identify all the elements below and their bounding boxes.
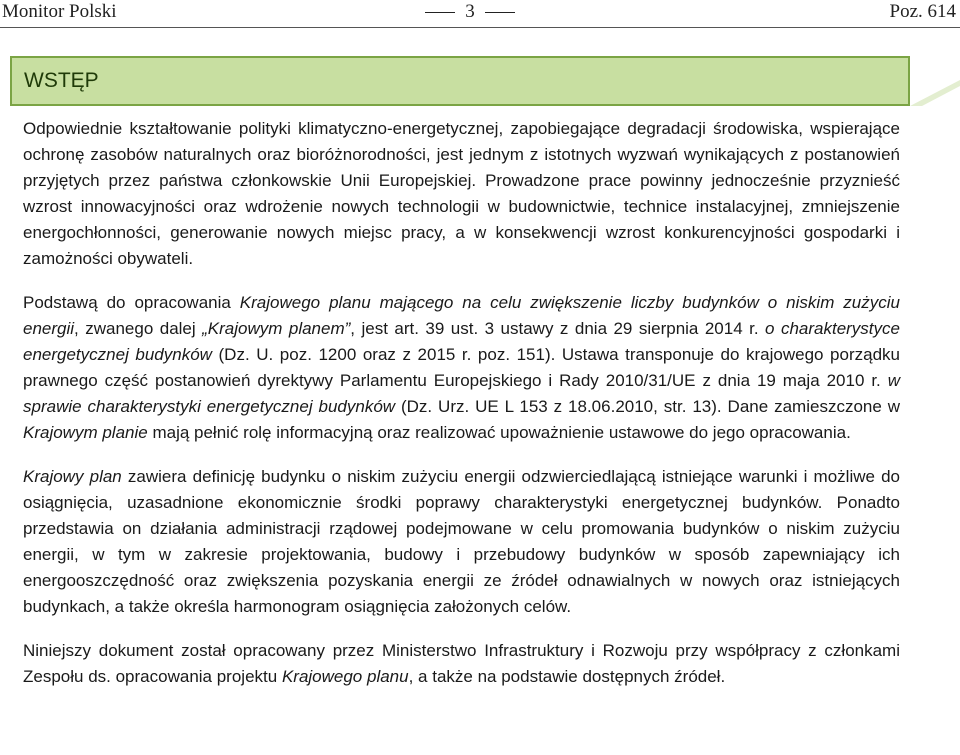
text-segment: mają pełnić rolę informacyjną oraz realizować upoważnienie ustawowe do jego opracowania.: [147, 423, 851, 442]
page-number-value: 3: [465, 1, 475, 22]
paragraph-legal-basis: [23, 290, 900, 446]
italic-segment: Krajowy plan: [23, 467, 122, 486]
paragraph-intro: [23, 116, 900, 272]
text-segment: Niniejszy dokument został opracowany przez Ministerstwo Infrastruktury i Rozwoju przy współpracy z członkami Zespołu ds. opracowania projektu: [23, 641, 900, 686]
text-segment: Podstawą do opracowania: [23, 293, 240, 312]
text-segment: (Dz. Urz. UE L 153 z 18.06.2010, str. 13). Dane zamieszczone w: [395, 397, 900, 416]
paragraph-authorship: [23, 638, 900, 690]
italic-segment: w sprawie charakterystyki energetycznej budynków: [23, 371, 900, 416]
text-segment: , jest art. 39 ust. 3 ustawy z dnia 29 sierpnia 2014 r.: [350, 319, 766, 338]
italic-segment: Krajowego planu: [281, 667, 409, 686]
text-segment: Odpowiednie kształtowanie polityki klimatyczno-energetycznej, zapobiegające degradacji środowiska, wspierające ochronę zasobów naturalnych oraz bioróżnorodności, jest jednym z istotnych wyzwań wynikających z postanowień przyjętych przez państwa członkowskie Unii Europejskiej. Prowadzone prace powinny jednocześnie przyznieść wzrost innowacyjności oraz wdrożenie nowych technologii w budownictwie, technice instalacyjnej, zmniejszenie energochłonności, generowanie nowych miejsc pracy, a w konsekwencji wzrost konkurencyjności gospodarki i zamożności obywateli.: [23, 119, 900, 268]
header-rule: [0, 27, 960, 28]
text-segment: , a także na podstawie dostępnych źródeł.: [408, 667, 726, 686]
italic-segment: Krajowego planu mającego na celu zwiększenie liczby budynków o niskim zużyciu energii: [23, 293, 900, 338]
section-title: WSTĘP: [24, 69, 99, 92]
section-banner: [10, 56, 910, 106]
text-segment: zawiera definicję budynku o niskim zużyciu energii odzwierciedlającą istniejące warunki i możliwe do osiągnięcia, uzasadnione ekonomicznie środki poprawy charakterystyki energetycznej budynków. Ponadto przedstawia on działania administracji rządowej podejmowane w celu promowania budynków o niskim zużyciu energii, w tym w zakresie projektowania, budowy i przebudowy budynków w sposób zapewniający ich energooszczędność oraz zwiększenia pozyskania energii ze źródeł odnawialnych w nowych oraz istniejących budynkach, a także określa harmonogram osiągnięcia założonych celów.: [23, 467, 901, 616]
dash-right: [485, 12, 515, 13]
text-segment: , zwanego dalej: [74, 319, 203, 338]
publication-name: Monitor Polski: [2, 1, 117, 22]
page-number: [400, 1, 540, 23]
italic-segment: „Krajowym planem”: [202, 319, 351, 338]
italic-segment: o charakterystyce energetycznej budynków: [23, 319, 900, 364]
banner-decoration: [910, 80, 960, 106]
text-segment: (Dz. U. poz. 1200 oraz z 2015 r. poz. 151). Ustawa transponuje do krajowego porządku prawnego część postanowień dyrektywy Parlamentu Europejskiego i Rady 2010/31/UE z dnia 19 maja 2010 r.: [23, 345, 900, 390]
italic-segment: Krajowym planie: [23, 423, 148, 442]
paragraph-plan-scope: [23, 464, 900, 620]
document-body: [23, 116, 900, 708]
position-number: Poz. 614: [889, 1, 956, 22]
page-header: [0, 0, 960, 28]
dash-left: [425, 12, 455, 13]
